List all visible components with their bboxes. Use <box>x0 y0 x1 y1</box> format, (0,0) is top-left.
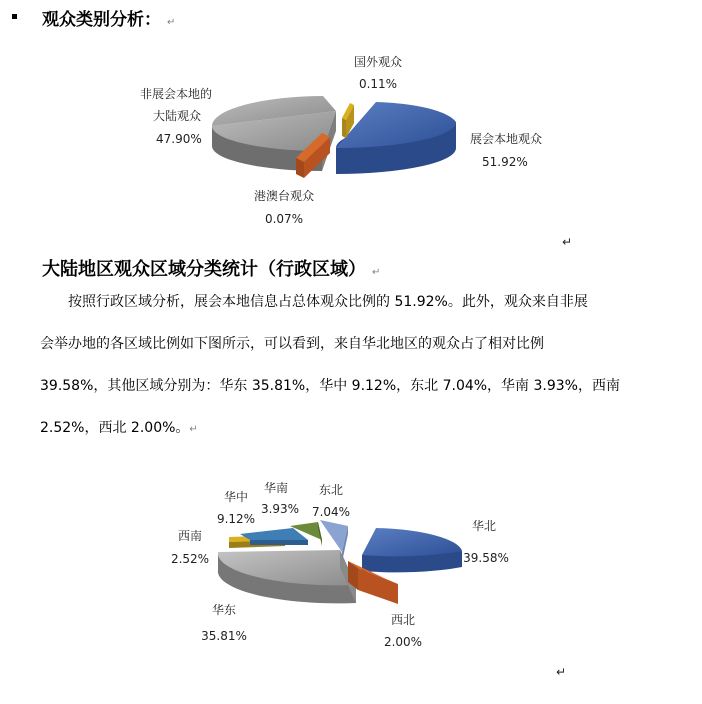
label-south-name: 华南 <box>263 481 289 495</box>
label-mainland-name-line1: 非展会本地的 <box>140 87 213 101</box>
paragraph-mark: ↵ <box>562 235 573 249</box>
label-east-value: 35.81% <box>201 629 247 643</box>
pie-slices <box>212 96 456 178</box>
label-mainland-value: 47.90% <box>156 132 202 146</box>
heading-text: 大陆地区观众区域分类统计（行政区域） <box>42 259 366 280</box>
heading-text: 观众类别分析： <box>42 10 161 30</box>
label-northeast-name: 东北 <box>318 483 344 497</box>
section-heading-region <box>42 258 380 285</box>
paragraph-line <box>40 418 198 440</box>
paragraph-mark: ↵ <box>372 267 381 278</box>
label-mainland-name-line2: 大陆观众 <box>153 109 202 123</box>
slice-north <box>362 528 462 572</box>
label-southwest-value: 2.52% <box>170 552 210 566</box>
label-north-value: 39.58% <box>463 551 509 565</box>
pie-slices <box>218 520 462 604</box>
label-south-value: 3.93% <box>260 502 300 516</box>
label-overseas-name: 国外观众 <box>353 55 403 69</box>
label-north-name: 华北 <box>471 519 497 533</box>
label-northeast-value: 7.04% <box>311 505 351 519</box>
label-northwest-name: 西北 <box>390 613 416 627</box>
list-bullet <box>12 14 17 19</box>
label-central-name: 华中 <box>223 490 249 504</box>
paragraph-line: 39.58%，其他区域分别为：华东 35.81%，华中 9.12%，东北 7.04%，华南 3.93%，西南 <box>40 378 620 394</box>
label-local-name: 展会本地观众 <box>470 132 543 146</box>
region-pie-chart <box>0 470 702 700</box>
label-southwest-name: 西南 <box>177 529 203 543</box>
label-northwest-value: 2.00% <box>383 635 423 649</box>
paragraph-line: 按照行政区域分析，展会本地信息占总体观众比例的 51.92%。此外，观众来自非展 <box>40 294 588 310</box>
paragraph-mark: ↵ <box>167 17 176 28</box>
label-local-value: 51.92% <box>482 155 528 169</box>
label-overseas-value: 0.11% <box>358 77 398 91</box>
label-east-name: 华东 <box>211 603 237 617</box>
paragraph-line: 会举办地的各区域比例如下图所示，可以看到，来自华北地区的观众占了相对比例 <box>40 336 544 352</box>
label-hkmt-name: 港澳台观众 <box>253 189 315 203</box>
slice-central <box>240 528 308 545</box>
paragraph-mark: ↵ <box>556 665 567 679</box>
paragraph-mark: ↵ <box>189 424 198 435</box>
paragraph-line-text: 2.52%，西北 2.00%。 <box>40 420 190 436</box>
section-heading-audience-type <box>42 9 175 34</box>
slice-east <box>218 550 356 603</box>
label-central-value: 9.12% <box>216 512 256 526</box>
label-hkmt-value: 0.07% <box>264 212 304 226</box>
audience-type-pie-chart <box>0 40 702 250</box>
